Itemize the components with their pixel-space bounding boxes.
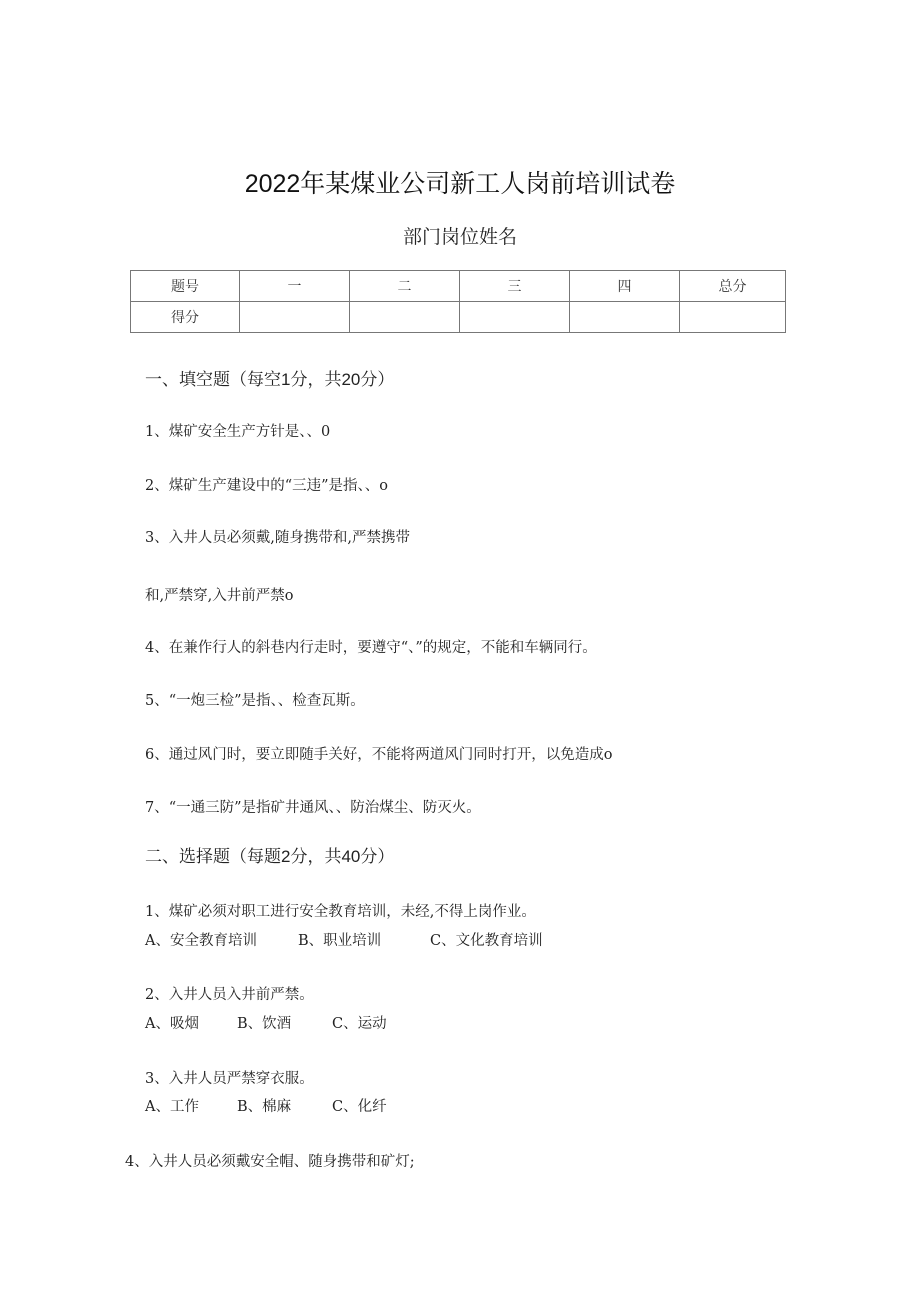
question-text: 6、通过风门时，要立即随手关好，不能将两道风门同时打开，以免造成o xyxy=(145,747,613,763)
section-heading: 一、填空题（每空1分，共20分） xyxy=(145,370,395,389)
question-text: 2、入井人员入井前严禁。 xyxy=(145,987,314,1003)
score-table xyxy=(130,270,786,333)
option: C、化纤 xyxy=(332,1099,387,1115)
question-text: 3、入井人员严禁穿衣服。 xyxy=(145,1071,314,1087)
option: B、职业培训 xyxy=(298,933,382,949)
table-cell: 三 xyxy=(460,271,570,302)
option: B、饮酒 xyxy=(237,1016,292,1032)
question-text: 4、入井人员必须戴安全帽、随身携带和矿灯; xyxy=(125,1154,415,1170)
option: C、运动 xyxy=(332,1016,387,1032)
option: A、安全教育培训 xyxy=(145,933,257,949)
question-text: 3、入井人员必须戴,随身携带和,严禁携带 xyxy=(145,530,410,546)
question-text: 和,严禁穿,入井前严禁o xyxy=(145,588,294,604)
question-text: 1、煤矿安全生产方针是、、0 xyxy=(145,424,331,440)
table-cell: 一 xyxy=(240,271,350,302)
option: A、工作 xyxy=(145,1099,199,1115)
table-cell: 总分 xyxy=(680,271,786,302)
score-cell xyxy=(570,302,680,333)
option: B、棉麻 xyxy=(237,1099,292,1115)
question-text: 1、煤矿必须对职工进行安全教育培训，未经,不得上岗作业。 xyxy=(145,904,536,920)
table-cell: 得分 xyxy=(131,302,240,333)
table-cell: 题号 xyxy=(131,271,240,302)
question-text: 2、煤矿生产建设中的“三违”是指、、o xyxy=(145,478,389,494)
page-subtitle: 部门岗位姓名 xyxy=(402,227,517,248)
page-title: 2022年某煤业公司新工人岗前培训试卷 xyxy=(244,170,676,198)
score-cell xyxy=(350,302,460,333)
option: C、文化教育培训 xyxy=(430,933,543,949)
score-cell xyxy=(240,302,350,333)
score-cell xyxy=(460,302,570,333)
question-text: 7、“一通三防”是指矿井通风、、防治煤尘、防灭火。 xyxy=(145,800,481,816)
table-cell: 二 xyxy=(350,271,460,302)
score-cell xyxy=(680,302,786,333)
question-text: 5、“一炮三检”是指、、检查瓦斯。 xyxy=(145,693,365,709)
table-row xyxy=(131,302,786,333)
section-heading: 二、选择题（每题2分，共40分） xyxy=(145,847,395,866)
table-header-row xyxy=(131,271,786,302)
question-text: 4、在兼作行人的斜巷内行走时，要遵守“、”的规定，不能和车辆同行。 xyxy=(145,640,597,656)
table-cell: 四 xyxy=(570,271,680,302)
option: A、吸烟 xyxy=(145,1016,199,1032)
